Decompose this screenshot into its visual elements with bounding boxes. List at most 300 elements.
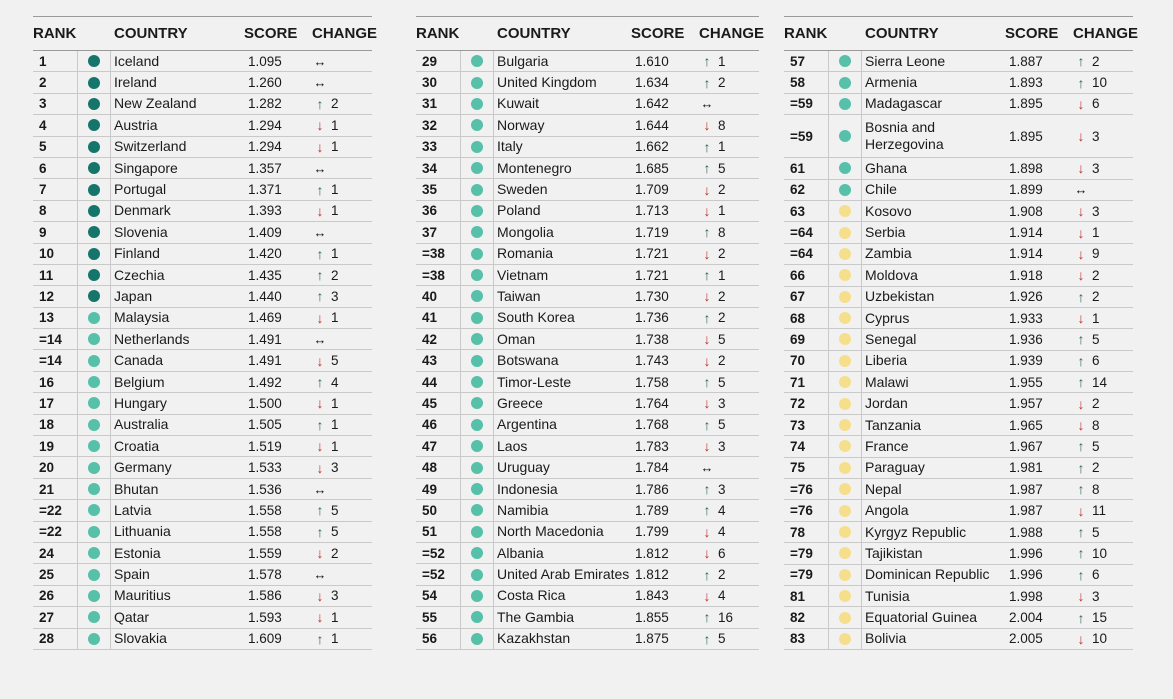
change-cell	[1073, 524, 1133, 540]
country-cell: Iceland	[114, 52, 160, 69]
score-cell: 1.095	[248, 53, 282, 69]
score-cell: 1.719	[635, 224, 669, 240]
arrow-down-icon: ↓	[1077, 245, 1085, 262]
rank-cell: 3	[39, 96, 47, 112]
rank-cell: 43	[422, 353, 438, 369]
change-cell	[699, 460, 759, 475]
status-dot-icon	[471, 269, 483, 281]
country-header: COUNTRY	[114, 25, 188, 42]
country-cell: Sierra Leone	[865, 52, 946, 69]
status-dot-icon	[471, 547, 483, 559]
table-row	[784, 372, 1133, 393]
change-cell	[312, 438, 372, 454]
score-cell: 1.843	[635, 588, 669, 604]
status-dot-icon	[88, 590, 100, 602]
rank-cell: =59	[790, 128, 813, 144]
score-cell: 1.987	[1009, 481, 1043, 497]
status-dot-icon	[839, 526, 851, 538]
country-cell: Kyrgyz Republic	[865, 523, 967, 540]
change-cell	[1073, 53, 1133, 69]
table-row	[416, 457, 759, 478]
status-dot-icon	[471, 98, 483, 110]
status-dot-icon	[88, 162, 100, 174]
status-dot-icon	[88, 397, 100, 409]
country-cell: Laos	[497, 437, 528, 454]
arrow-up-icon: ↑	[1077, 524, 1085, 540]
arrow-up-icon: ↑	[1077, 481, 1085, 498]
change-cell	[312, 288, 372, 304]
change-cell	[699, 438, 759, 454]
country-cell: Equatorial Guinea	[865, 609, 978, 626]
table-header	[33, 16, 378, 51]
rank-cell: 70	[790, 353, 806, 369]
arrow-down-icon: ↓	[1077, 588, 1085, 605]
rank-cell: 10	[39, 246, 55, 262]
table-row	[33, 479, 372, 500]
status-dot-icon	[839, 248, 851, 260]
rank-cell: 66	[790, 267, 806, 283]
change-cell	[312, 460, 372, 476]
country-cell: Uzbekistan	[865, 288, 935, 305]
change-cell	[1073, 331, 1133, 347]
change-cell	[312, 332, 372, 347]
rank-cell: 50	[422, 502, 438, 518]
score-cell: 1.768	[635, 417, 669, 433]
rank-cell: =79	[790, 545, 813, 561]
country-cell: Paraguay	[865, 459, 925, 476]
change-cell	[1073, 96, 1133, 112]
arrow-up-icon: ↑	[703, 566, 711, 583]
table-row	[416, 479, 759, 500]
score-cell: 1.536	[248, 481, 282, 497]
arrow-up-icon: ↑	[703, 374, 711, 391]
rank-cell: 74	[790, 438, 806, 454]
table-row	[784, 244, 1133, 265]
change-cell	[1073, 267, 1133, 283]
country-cell: Mongolia	[497, 223, 554, 240]
arrow-left-right-icon: ↔	[700, 460, 714, 476]
arrow-down-icon: ↓	[703, 523, 711, 540]
score-cell: 1.914	[1009, 246, 1043, 262]
table-row	[33, 372, 372, 393]
change-cell	[699, 395, 759, 411]
country-cell: Liberia	[865, 352, 908, 369]
change-value: 2	[1092, 289, 1100, 305]
arrow-up-icon: ↑	[1077, 374, 1085, 391]
arrow-up-icon: ↑	[1077, 331, 1085, 348]
country-cell: Singapore	[114, 159, 178, 176]
arrow-up-icon: ↑	[703, 138, 711, 155]
change-cell	[699, 567, 759, 583]
score-cell: 1.988	[1009, 524, 1043, 540]
country-cell: Canada	[114, 352, 164, 369]
score-cell: 1.709	[635, 182, 669, 198]
table-row	[784, 500, 1133, 521]
change-cell	[312, 609, 372, 625]
change-cell	[699, 588, 759, 604]
change-cell	[312, 54, 372, 69]
change-cell	[1073, 610, 1133, 626]
score-cell: 1.855	[635, 609, 669, 625]
arrow-up-icon: ↑	[703, 502, 711, 519]
score-cell: 1.685	[635, 160, 669, 176]
table-row	[416, 51, 759, 72]
change-value: 5	[331, 353, 339, 369]
change-cell	[699, 331, 759, 347]
arrow-down-icon: ↓	[703, 545, 711, 562]
table-row	[784, 565, 1133, 586]
change-value: 3	[331, 588, 339, 604]
change-cell	[699, 75, 759, 91]
status-dot-icon	[839, 376, 851, 388]
change-value: 1	[331, 203, 339, 219]
status-dot-icon	[839, 98, 851, 110]
rank-cell: 72	[790, 396, 806, 412]
table-row	[33, 393, 372, 414]
country-cell: Croatia	[114, 437, 160, 454]
change-cell	[312, 631, 372, 647]
rank-cell: 57	[790, 53, 806, 69]
change-cell	[312, 545, 372, 561]
table-row	[784, 180, 1133, 201]
status-dot-icon	[839, 569, 851, 581]
table-row	[33, 51, 372, 72]
table-row	[784, 72, 1133, 93]
arrow-left-right-icon: ↔	[313, 75, 327, 91]
score-cell: 1.908	[1009, 203, 1043, 219]
table-row	[33, 564, 372, 585]
arrow-up-icon: ↑	[1077, 53, 1085, 70]
country-cell: Armenia	[865, 74, 918, 91]
status-dot-icon	[88, 504, 100, 516]
change-header: CHANGE	[1073, 25, 1139, 42]
table-row	[784, 543, 1133, 564]
table-row	[416, 543, 759, 564]
country-header: COUNTRY	[865, 25, 939, 42]
change-value: 1	[718, 267, 726, 283]
status-dot-icon	[88, 119, 100, 131]
change-value: 6	[1092, 567, 1100, 583]
change-cell	[699, 117, 759, 133]
arrow-down-icon: ↓	[1077, 128, 1085, 145]
arrow-down-icon: ↓	[316, 587, 324, 604]
status-dot-icon	[839, 462, 851, 474]
change-cell	[1073, 417, 1133, 433]
status-dot-icon	[471, 504, 483, 516]
score-cell: 1.967	[1009, 438, 1043, 454]
country-cell: Angola	[865, 502, 909, 519]
country-cell: Montenegro	[497, 159, 572, 176]
status-dot-icon	[471, 205, 483, 217]
country-cell: Finland	[114, 245, 160, 262]
country-cell: Malawi	[865, 373, 909, 390]
table-row	[784, 222, 1133, 243]
status-dot-icon	[88, 226, 100, 238]
country-cell: Costa Rica	[497, 587, 566, 604]
table-row	[784, 436, 1133, 457]
score-cell: 1.812	[635, 567, 669, 583]
change-cell	[699, 310, 759, 326]
score-cell: 1.491	[248, 331, 282, 347]
status-dot-icon	[471, 162, 483, 174]
country-cell: Cyprus	[865, 309, 910, 326]
table-row	[784, 287, 1133, 308]
rank-cell: 12	[39, 288, 55, 304]
score-cell: 1.634	[635, 75, 669, 91]
status-dot-icon	[88, 611, 100, 623]
change-value: 5	[718, 417, 726, 433]
table-row	[784, 115, 1133, 158]
change-cell	[699, 631, 759, 647]
score-cell: 1.533	[248, 460, 282, 476]
rank-cell: 46	[422, 417, 438, 433]
table-row	[33, 244, 372, 265]
status-dot-icon	[471, 569, 483, 581]
change-cell	[1073, 545, 1133, 561]
change-cell	[312, 417, 372, 433]
status-dot-icon	[88, 184, 100, 196]
change-value: 2	[1092, 396, 1100, 412]
score-cell: 1.593	[248, 609, 282, 625]
arrow-down-icon: ↓	[1077, 417, 1085, 434]
arrow-up-icon: ↑	[316, 502, 324, 519]
status-dot-icon	[88, 462, 100, 474]
status-dot-icon	[839, 333, 851, 345]
arrow-down-icon: ↓	[1077, 267, 1085, 284]
arrow-up-icon: ↑	[703, 309, 711, 326]
table-row	[416, 393, 759, 414]
change-cell	[312, 225, 372, 240]
table-row	[416, 415, 759, 436]
change-value: 11	[1092, 503, 1107, 519]
table-row	[33, 350, 372, 371]
arrow-up-icon: ↑	[1077, 459, 1085, 476]
change-cell	[699, 545, 759, 561]
change-value: 14	[1092, 374, 1108, 390]
status-dot-icon	[471, 77, 483, 89]
status-dot-icon	[471, 526, 483, 538]
change-cell	[312, 395, 372, 411]
status-dot-icon	[88, 483, 100, 495]
table-row	[416, 436, 759, 457]
change-value: 2	[1092, 53, 1100, 69]
change-value: 1	[331, 631, 339, 647]
score-header: SCORE	[1005, 25, 1059, 42]
rank-cell: 34	[422, 160, 438, 176]
change-value: 2	[718, 246, 726, 262]
rank-cell: 7	[39, 182, 47, 198]
country-cell: Australia	[114, 416, 169, 433]
status-dot-icon	[471, 590, 483, 602]
change-cell	[1073, 396, 1133, 412]
change-cell	[312, 524, 372, 540]
status-dot-icon	[88, 98, 100, 110]
rank-cell: 11	[39, 267, 54, 283]
table-body	[784, 51, 1133, 650]
rank-cell: 25	[39, 567, 55, 583]
rank-cell: =64	[790, 246, 813, 262]
country-cell: Tajikistan	[865, 544, 923, 561]
arrow-up-icon: ↑	[316, 267, 324, 284]
change-cell	[312, 482, 372, 497]
change-cell	[699, 53, 759, 69]
arrow-down-icon: ↓	[703, 587, 711, 604]
score-cell: 1.642	[635, 96, 669, 112]
table-row	[416, 586, 759, 607]
table-row	[416, 629, 759, 650]
country-cell: Timor-Leste	[497, 373, 572, 390]
country-cell: Poland	[497, 202, 541, 219]
table-row	[416, 564, 759, 585]
change-value: 16	[718, 609, 734, 625]
change-cell	[1073, 503, 1133, 519]
table-row	[416, 72, 759, 93]
country-cell: Mauritius	[114, 587, 171, 604]
score-cell: 1.644	[635, 117, 669, 133]
rank-cell: 13	[39, 310, 55, 326]
change-value: 4	[718, 524, 726, 540]
rank-cell: 18	[39, 417, 55, 433]
table-header	[784, 16, 1139, 51]
arrow-up-icon: ↑	[703, 481, 711, 497]
table-row	[784, 415, 1133, 436]
score-cell: 1.294	[248, 139, 282, 155]
change-cell	[1073, 225, 1133, 241]
rank-cell: =38	[422, 267, 445, 283]
change-cell	[1073, 246, 1133, 262]
score-cell: 2.005	[1009, 631, 1043, 647]
rank-cell: 27	[39, 609, 55, 625]
rank-cell: 54	[422, 588, 438, 604]
status-dot-icon	[88, 248, 100, 260]
arrow-left-right-icon: ↔	[313, 481, 327, 497]
rank-cell: 26	[39, 588, 55, 604]
arrow-up-icon: ↑	[316, 245, 324, 262]
country-cell: Bolivia	[865, 630, 907, 647]
status-dot-icon	[88, 333, 100, 345]
change-value: 5	[1092, 331, 1100, 347]
arrow-up-icon: ↑	[1077, 74, 1085, 91]
table-row	[33, 201, 372, 222]
score-cell: 1.957	[1009, 396, 1043, 412]
table-row	[33, 94, 372, 115]
country-cell: Namibia	[497, 501, 549, 518]
change-cell	[699, 524, 759, 540]
score-cell: 1.875	[635, 631, 669, 647]
rank-cell: 29	[422, 53, 438, 69]
status-dot-icon	[839, 633, 851, 645]
change-value: 6	[1092, 96, 1100, 112]
score-cell: 1.898	[1009, 160, 1043, 176]
country-cell: Romania	[497, 245, 554, 262]
table-row	[416, 137, 759, 158]
arrow-up-icon: ↑	[703, 53, 711, 70]
arrow-down-icon: ↓	[316, 352, 324, 369]
table-row	[33, 457, 372, 478]
rank-cell: 33	[422, 139, 438, 155]
table-row	[784, 522, 1133, 543]
country-cell: Zambia	[865, 245, 912, 262]
status-dot-icon	[88, 290, 100, 302]
arrow-up-icon: ↑	[703, 267, 711, 284]
status-dot-icon	[839, 162, 851, 174]
rank-cell: 37	[422, 224, 438, 240]
rank-cell: 83	[790, 631, 806, 647]
country-cell: Slovakia	[114, 630, 167, 647]
table-row	[784, 51, 1133, 72]
change-cell	[699, 182, 759, 198]
rank-cell: 1	[39, 53, 47, 69]
country-cell: Botswana	[497, 352, 559, 369]
status-dot-icon	[471, 633, 483, 645]
change-value: 1	[331, 417, 339, 433]
rank-cell: 32	[422, 117, 438, 133]
change-value: 5	[331, 502, 339, 518]
rank-cell: 6	[39, 160, 47, 176]
rank-cell: 47	[422, 438, 438, 454]
status-dot-icon	[839, 355, 851, 367]
arrow-up-icon: ↑	[316, 288, 324, 305]
table-row	[416, 158, 759, 179]
change-cell	[699, 481, 759, 497]
change-value: 1	[331, 117, 339, 133]
score-header: SCORE	[244, 25, 298, 42]
status-dot-icon	[839, 55, 851, 67]
country-cell: Malaysia	[114, 309, 170, 326]
table-row	[784, 607, 1133, 628]
country-cell: Bulgaria	[497, 52, 549, 69]
country-cell: United Kingdom	[497, 74, 597, 91]
table-row	[416, 201, 759, 222]
score-cell: 1.812	[635, 545, 669, 561]
country-cell: France	[865, 437, 909, 454]
rank-cell: 69	[790, 331, 806, 347]
country-cell: Estonia	[114, 544, 161, 561]
change-value: 5	[718, 331, 726, 347]
ranking-table-3	[784, 16, 1139, 650]
country-cell: Lithuania	[114, 523, 171, 540]
change-cell	[312, 161, 372, 176]
change-value: 3	[331, 288, 339, 304]
change-cell	[699, 246, 759, 262]
rank-cell: 44	[422, 374, 438, 390]
score-cell: 1.260	[248, 75, 282, 91]
score-cell: 1.933	[1009, 310, 1043, 326]
arrow-down-icon: ↓	[316, 609, 324, 626]
change-cell	[699, 417, 759, 433]
table-row	[416, 350, 759, 371]
score-cell: 1.505	[248, 417, 282, 433]
score-cell: 1.713	[635, 203, 669, 219]
status-dot-icon	[88, 312, 100, 324]
status-dot-icon	[88, 141, 100, 153]
country-cell: Uruguay	[497, 459, 550, 476]
country-cell: Taiwan	[497, 287, 541, 304]
change-cell	[1073, 374, 1133, 390]
arrow-down-icon: ↓	[1077, 630, 1085, 647]
country-cell: Jordan	[865, 395, 908, 412]
status-dot-icon	[839, 547, 851, 559]
rank-cell: 71	[790, 374, 806, 390]
country-cell: Hungary	[114, 394, 167, 411]
rank-cell: 41	[422, 310, 438, 326]
change-value: 3	[1092, 588, 1100, 604]
arrow-up-icon: ↑	[703, 609, 711, 626]
arrow-up-icon: ↑	[1077, 566, 1085, 583]
rank-cell: 19	[39, 438, 55, 454]
arrow-up-icon: ↑	[1077, 438, 1085, 455]
arrow-up-icon: ↑	[703, 630, 711, 647]
